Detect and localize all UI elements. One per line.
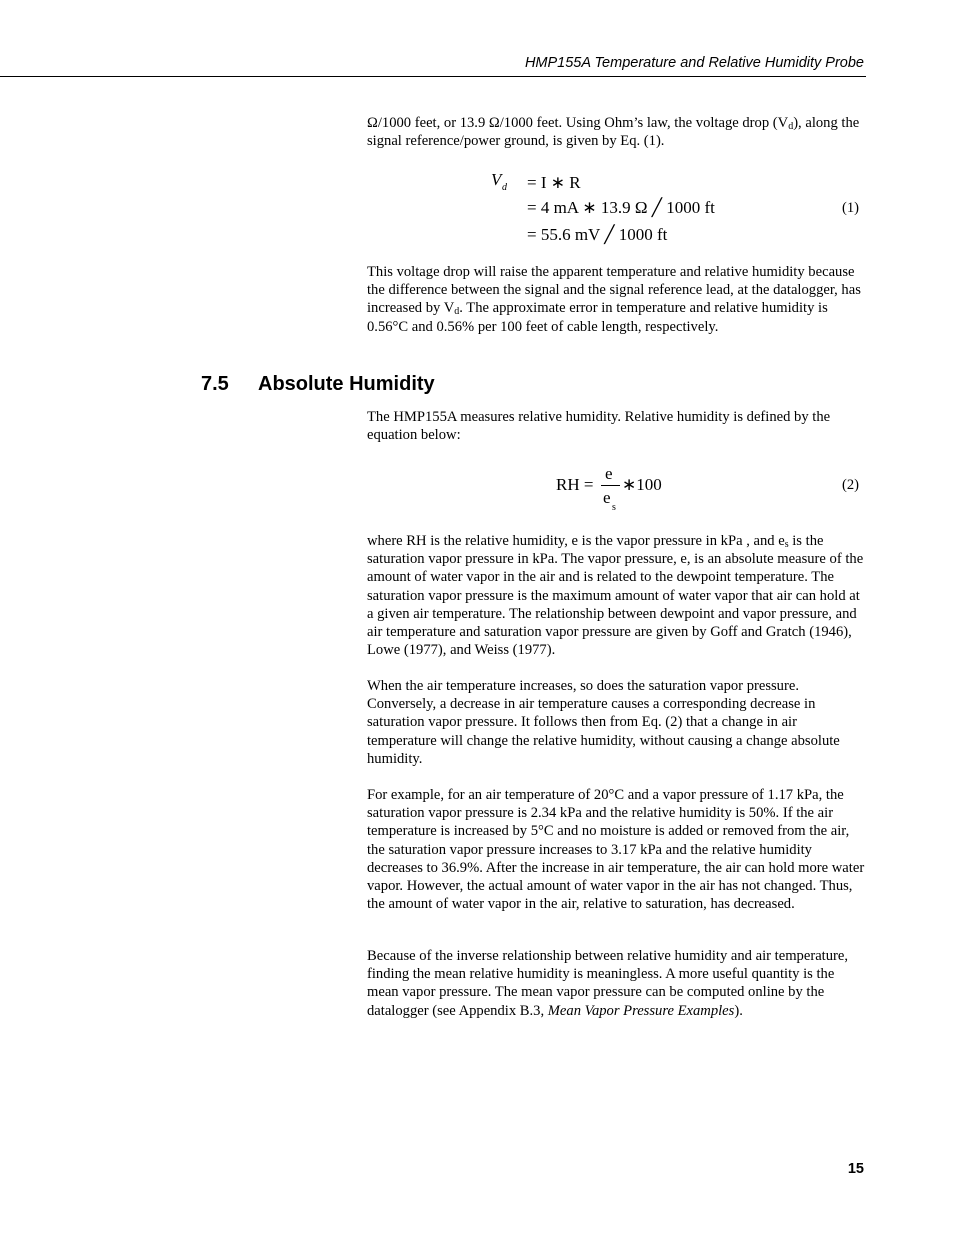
voltage-drop-subscript: d [454, 306, 460, 318]
paragraph-where [367, 532, 867, 659]
paragraph-voltage-drop [367, 263, 867, 336]
eq1-line-2: = 4 mA ∗ 13.9 Ω ╱ 1000 ft [527, 198, 715, 217]
paragraph-when [367, 677, 867, 768]
eq1-lhs: V [491, 170, 502, 189]
eq1-number: (1) [842, 200, 860, 216]
eq1-line-3: = 55.6 mV ╱ 1000 ft [527, 225, 668, 244]
eq2-fraction-bar [601, 485, 620, 486]
where-text-a: where RH is the relative humidity, e is the vapor pressure in kPa , and e [367, 533, 785, 549]
header-rule [0, 76, 866, 77]
paragraph-example [367, 786, 867, 913]
section-heading [201, 373, 435, 396]
section-intro-paragraph [367, 408, 867, 444]
eq2-number: (2) [842, 477, 860, 493]
voltage-drop-text-a: This voltage drop will raise the apparent temperature and relative humidity because the difference between the signal and the signal reference lead, at the datalogger, has increased by V [367, 264, 861, 317]
because-text-a: Because of the inverse relationship between relative humidity and air temperature, finding the mean relative humidity is meaningless. A more useful quantity is the mean vapor pressure. The mean vapor pressure can be computed online by the datalogger (see Appendix B.3, [367, 948, 849, 1019]
intro-subscript: d [788, 121, 794, 132]
page-number: 15 [847, 1161, 864, 1177]
section-intro-text: The HMP155A measures relative humidity. Relative humidity is defined by the equation below: [367, 409, 831, 444]
section-number: 7.5 [201, 373, 229, 395]
eq2-numerator: e [605, 464, 613, 483]
running-header: HMP155A Temperature and Relative Humidity Probe [524, 55, 864, 71]
eq1-line-1: = I ∗ R [527, 173, 581, 192]
section-title: Absolute Humidity [258, 373, 435, 395]
intro-text-a: Ω/1000 feet, or 13.9 Ω/1000 feet. Using Ohm’s law, the voltage drop (V [367, 115, 789, 131]
eq2-denominator-subscript: s [612, 502, 616, 513]
where-text-b: is the saturation vapor pressure in kPa. The vapor pressure, e, is an absolute measure of the amount of water vapor in the air and is related to the dewpoint temperature. The saturation vapor pressure is the maximum amount of water vapor that air can hold at a given air temperature. The relationship between dewpoint and vapor pressure, and air temperature and saturation vapor pressure are given by Goff and Gratch (1946), Lowe (1977), and Weiss (1977). [367, 533, 864, 659]
eq2-rhs: ∗100 [622, 475, 662, 494]
eq1-lhs-subscript: d [502, 182, 507, 193]
example-text: For example, for an air temperature of 20°C and a vapor pressure of 1.17 kPa, the saturation vapor pressure is 2.34 kPa and the relative humidity is 50%. If the air temperature is increased by 5°C and no moisture is added or removed from the air, the saturation vapor pressure increases to 3.17 kPa and the relative humidity decreases to 36.9%. After the increase in air temperature, the air can hold more water vapor. However, the actual amount of water vapor in the air has not changed. Thus, the amount of water vapor in the air, relative to saturation, has decreased. [367, 787, 865, 913]
intro-text-b: ), along the signal reference/power ground, is given by Eq. (1). [367, 115, 860, 150]
appendix-reference: Mean Vapor Pressure Examples [547, 1002, 735, 1019]
because-text-b: ). [734, 1002, 743, 1019]
when-text: When the air temperature increases, so does the saturation vapor pressure. Conversely, a decrease in air temperature causes a corresponding decrease in saturation vapor pressure. It follows then from Eq. (2) that a change in air temperature will change the relative humidity, without causing a change absolute humidity. [367, 678, 840, 767]
eq2-lhs: RH = [556, 475, 594, 494]
where-subscript: s [784, 539, 789, 550]
eq2-denominator: e [603, 488, 611, 507]
voltage-drop-text-b: . The approximate error in temperature and relative humidity is 0.56°C and 0.56% per 100 feet of cable length, respectively. [367, 300, 828, 335]
intro-paragraph [367, 114, 867, 150]
paragraph-because [367, 947, 867, 1020]
